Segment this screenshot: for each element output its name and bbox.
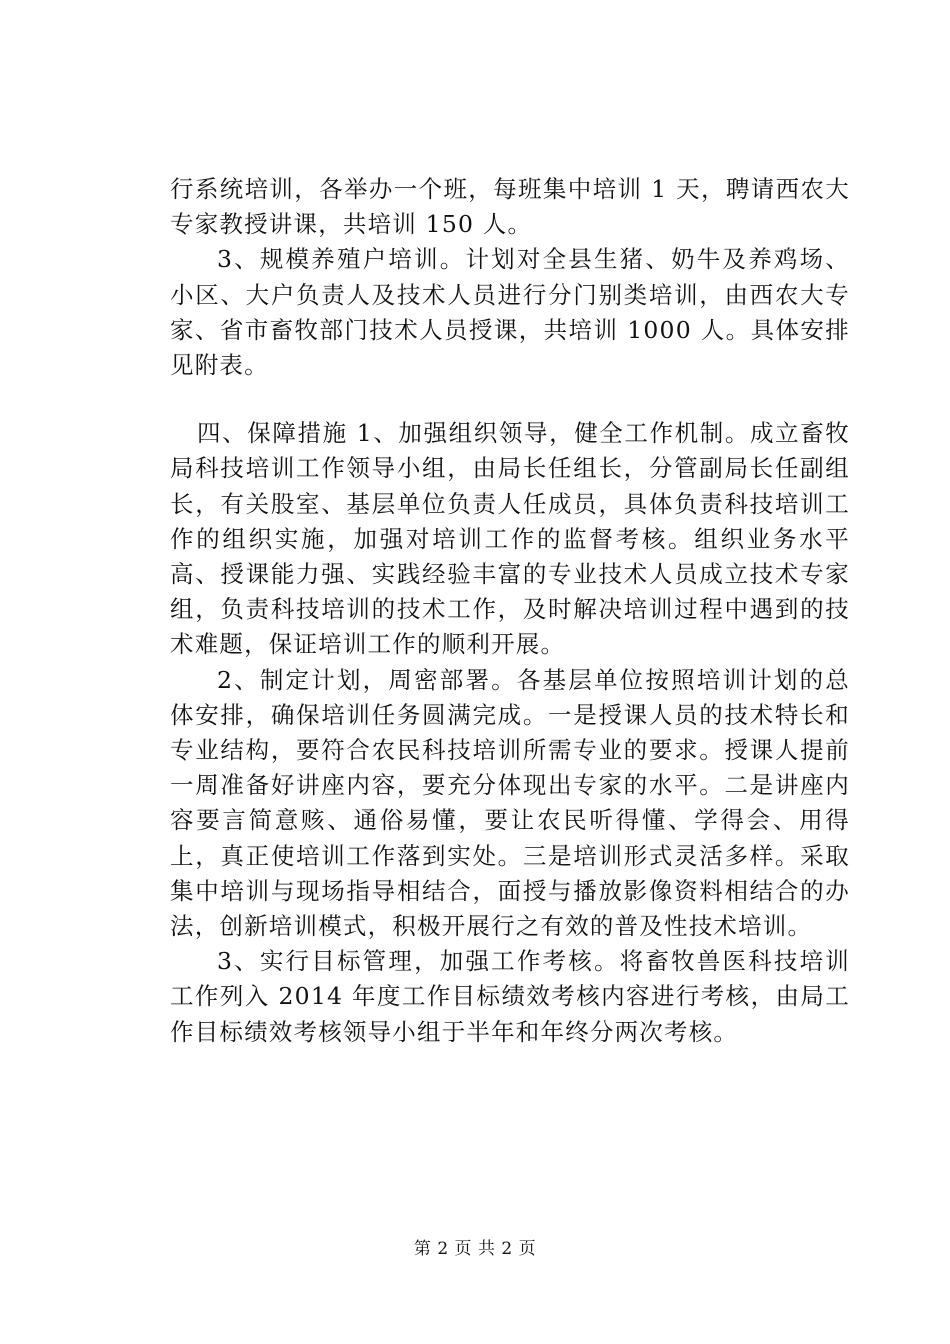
paragraph-target-management: 3、实行目标管理，加强工作考核。将畜牧兽医科技培训工作列入 2014 年度工作目标绩效考核内容进行考核，由局工作目标绩效考核领导小组于半年和年终分两次考核。 [170,947,850,1046]
paragraph-farmer-training: 3、规模养殖户培训。计划对全县生猪、奶牛及养鸡场、小区、大户负责人及技术人员进行分门别类培训，由西农大专家、省市畜牧部门技术人员授课，共培训 1000 人。具体安排见附表。 [170,245,850,380]
paragraph-training-continued: 行系统培训，各举办一个班，每班集中培训 1 天，聘请西农大专家教授讲课，共培训 150 人。 [170,175,850,239]
document-body [170,172,850,1050]
paragraph-safeguard-measures: 四、保障措施 1、加强组织领导，健全工作机制。成立畜牧局科技培训工作领导小组，由局长任组长，分管副局长任副组长，有关股室、基层单位负责人任成员，具体负责科技培训工作的组织实施，加强对培训工作的监督考核。组织业务水平高、授课能力强、实践经验丰富的专业技术人员成立技术专家组，负责科技培训的技术工作，及时解决培训过程中遇到的技术难题，保证培训工作的顺利开展。 [170,419,850,659]
page-number-footer: 第 2 页 共 2 页 [413,1239,537,1259]
paragraph-planning: 2、制定计划，周密部署。各基层单位按照培训计划的总体安排，确保培训任务圆满完成。一是授课人员的技术特长和专业结构，要符合农民科技培训所需专业的要求。授课人提前一周准备好讲座内容，要充分体现出专家的水平。二是讲座内容要言简意赅、通俗易懂，要让农民听得懂、学得会、用得上，真正使培训工作落到实处。三是培训形式灵活多样。采取集中培训与现场指导相结合，面授与播放影像资料相结合的办法，创新培训模式，积极开展行之有效的普及性技术培训。 [170,665,850,941]
